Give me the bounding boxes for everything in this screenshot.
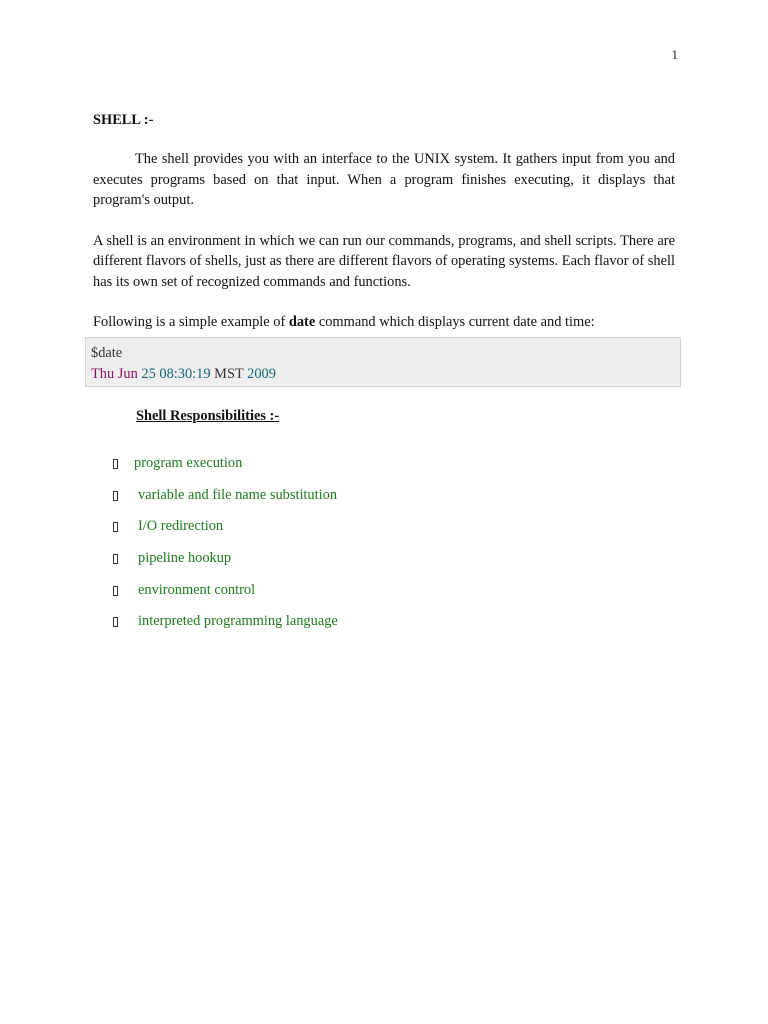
responsibilities-list bbox=[113, 455, 338, 645]
paragraph-example-before: Following is a simple example of bbox=[93, 314, 289, 330]
code-output-year: 2009 bbox=[247, 365, 276, 382]
bullet-icon bbox=[113, 522, 118, 532]
code-output bbox=[91, 364, 675, 385]
list-item-text: interpreted programming language bbox=[138, 613, 338, 630]
list-item-text: I/O redirection bbox=[138, 518, 224, 535]
list-item bbox=[113, 613, 338, 645]
list-item bbox=[113, 582, 338, 614]
list-item-text: program execution bbox=[134, 455, 243, 471]
code-command: $date bbox=[91, 345, 123, 361]
bullet-icon bbox=[113, 459, 118, 469]
responsibilities-heading: Shell Responsibilities :- bbox=[136, 408, 280, 424]
bullet-icon bbox=[113, 554, 118, 564]
date-command-keyword: date bbox=[288, 314, 316, 330]
bullet-icon bbox=[113, 617, 118, 627]
bullet-icon bbox=[113, 491, 118, 501]
document-body bbox=[93, 112, 675, 333]
code-output-daynum: 25 bbox=[141, 365, 156, 382]
code-output-day: Thu Jun bbox=[91, 365, 138, 382]
list-item-text: environment control bbox=[138, 581, 256, 598]
list-item bbox=[113, 550, 338, 582]
code-output-time: 08:30:19 bbox=[159, 365, 211, 382]
list-item bbox=[113, 518, 338, 550]
list-item-text: variable and file name substitution bbox=[138, 486, 338, 503]
code-block bbox=[85, 337, 681, 387]
paragraph-environment: A shell is an environment in which we can run our commands, programs, and shell scripts. There are different flavors of shells, just as there are different flavors of operating systems. Each flavor of shell has its own set of recognized commands and functions. bbox=[93, 232, 675, 290]
list-item bbox=[113, 487, 338, 519]
bullet-icon bbox=[113, 586, 118, 596]
list-item bbox=[113, 455, 338, 487]
paragraph-intro: The shell provides you with an interface to the UNIX system. It gathers input from you and executes programs based on that input. When a program finishes executing, it displays that program's output. bbox=[93, 151, 675, 208]
section-heading: SHELL :- bbox=[93, 112, 154, 128]
page-number: 1 bbox=[671, 47, 678, 62]
list-item-text: pipeline hookup bbox=[138, 550, 232, 567]
code-output-zone: MST bbox=[214, 365, 244, 382]
paragraph-example-after: command which displays current date and time: bbox=[315, 314, 595, 330]
paragraph-example bbox=[93, 312, 675, 333]
